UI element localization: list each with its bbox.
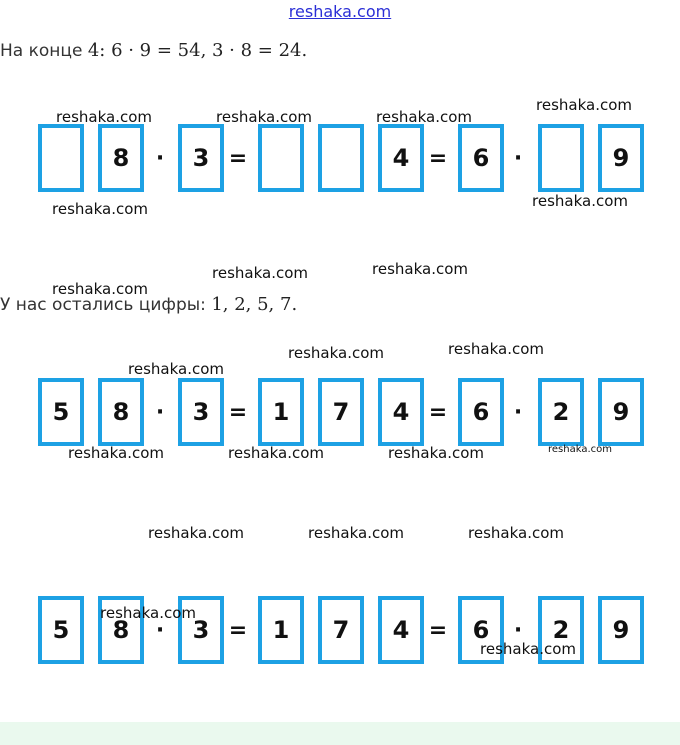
line-remaining-prefix: У нас остались цифры: [0,295,206,315]
watermark: reshaka.com [468,524,564,542]
watermark: reshaka.com [68,444,164,462]
line-digits-end-prefix: На конце [0,41,83,61]
digit-card: 4 [378,596,424,664]
line-remaining-math: 1, 2, 5, 7. [211,294,298,315]
multiply-sign: · [155,145,165,171]
digit-card: 7 [318,378,364,446]
multiply-sign: · [513,145,523,171]
equals-sign: = [228,145,248,171]
digit-card: 3 [178,596,224,664]
line-digits-end-math: 4: 6 · 9 = 54, 3 · 8 = 24. [87,40,308,61]
digit-card: 6 [458,596,504,664]
digit-card: 9 [598,596,644,664]
digit-card: 8 [98,596,144,664]
digit-card: 8 [98,124,144,192]
line-digits-end [0,40,307,61]
watermark: reshaka.com [212,264,308,282]
watermark: reshaka.com [480,640,576,658]
watermark: reshaka.com [536,96,632,114]
digit-card: 4 [378,378,424,446]
multiply-sign: · [513,617,523,643]
watermark: reshaka.com [288,344,384,362]
watermark: reshaka.com [372,260,468,278]
watermark: reshaka.com [52,280,148,298]
digit-card [38,124,84,192]
digit-card: 2 [538,596,584,664]
watermark: reshaka.com [100,604,196,622]
watermark: reshaka.com [56,108,152,126]
line-remaining-digits [0,294,297,315]
multiply-sign: · [155,399,165,425]
watermark: reshaka.com [128,360,224,378]
watermark: reshaka.com [532,192,628,210]
watermark: reshaka.com [52,200,148,218]
digit-card: 5 [38,378,84,446]
digit-card: 5 [38,596,84,664]
site-header-link[interactable]: reshaka.com [288,2,392,21]
digit-card: 8 [98,378,144,446]
digit-card: 7 [318,596,364,664]
equals-sign: = [228,399,248,425]
equals-sign: = [428,617,448,643]
watermark: reshaka.com [548,444,612,455]
watermark: reshaka.com [216,108,312,126]
watermark: reshaka.com [388,444,484,462]
digit-card: 3 [178,378,224,446]
watermark: reshaka.com [308,524,404,542]
digit-card: 3 [178,124,224,192]
watermark: reshaka.com [228,444,324,462]
digit-card: 9 [598,378,644,446]
digit-card: 1 [258,378,304,446]
digit-card: 9 [598,124,644,192]
digit-card: 4 [378,124,424,192]
equals-sign: = [228,617,248,643]
equals-sign: = [428,145,448,171]
watermark: reshaka.com [448,340,544,358]
equation-row-1 [0,124,680,192]
watermark: reshaka.com [376,108,472,126]
digit-card: 6 [458,378,504,446]
digit-card [538,124,584,192]
equation-row-2 [0,378,680,446]
digit-card: 1 [258,596,304,664]
watermark: reshaka.com [148,524,244,542]
digit-card [318,124,364,192]
digit-card: 2 [538,378,584,446]
multiply-sign: · [513,399,523,425]
footer-band [0,722,680,745]
digit-card: 6 [458,124,504,192]
equals-sign: = [428,399,448,425]
digit-card [258,124,304,192]
multiply-sign: · [155,617,165,643]
